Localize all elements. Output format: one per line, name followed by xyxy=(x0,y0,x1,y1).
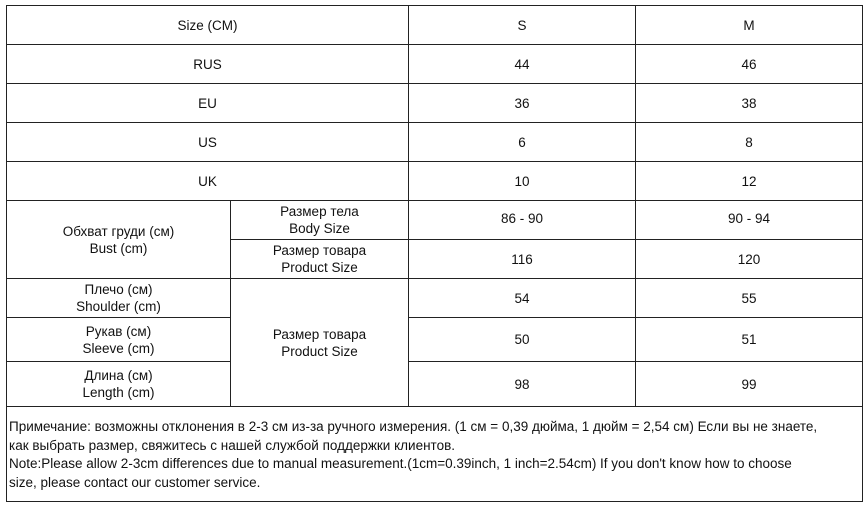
shoulder-label xyxy=(7,279,231,318)
table-cell: 38 xyxy=(636,84,863,123)
length-label-en: Length (cm) xyxy=(82,385,155,400)
table-cell: 90 - 94 xyxy=(636,201,863,240)
table-cell: 86 - 90 xyxy=(409,201,636,240)
table-cell: 51 xyxy=(636,318,863,362)
bust-label xyxy=(7,201,231,279)
bust-label-en: Bust (cm) xyxy=(89,240,148,256)
table-row xyxy=(7,162,863,201)
table-cell: 46 xyxy=(636,45,863,84)
sleeve-label-ru: Рукав (см) xyxy=(85,323,152,339)
table-cell: 44 xyxy=(409,45,636,84)
table-cell: 6 xyxy=(409,123,636,162)
table-cell: 55 xyxy=(636,279,863,318)
body-size-label xyxy=(231,201,409,240)
note-en-line2: size, please contact our customer service. xyxy=(9,474,261,490)
region-label-us: US xyxy=(7,123,409,162)
product-size-label-ru: Размер товара xyxy=(272,243,367,258)
product-size-group-label-en: Product Size xyxy=(281,343,358,359)
product-size-label xyxy=(231,240,409,279)
table-row xyxy=(7,123,863,162)
table-row xyxy=(7,362,863,407)
size-table xyxy=(6,5,863,502)
table-cell: 8 xyxy=(636,123,863,162)
note xyxy=(7,407,863,502)
shoulder-label-ru: Плечо (см) xyxy=(84,282,153,297)
body-size-label-ru: Размер тела xyxy=(280,204,359,219)
header-row xyxy=(7,6,863,45)
table-cell: 50 xyxy=(409,318,636,362)
table-row xyxy=(7,279,863,318)
sleeve-label-en: Sleeve (cm) xyxy=(82,340,155,356)
size-header-m: M xyxy=(636,6,863,45)
size-header-s: S xyxy=(409,6,636,45)
table-cell: 116 xyxy=(409,240,636,279)
table-cell: 36 xyxy=(409,84,636,123)
table-cell: 98 xyxy=(409,362,636,407)
region-label-uk: UK xyxy=(7,162,409,201)
note-ru-line1: Примечание: возможны отклонения в 2-3 см из-за ручного измерения. (1 см = 0,39 дюйма, 1 дюйм = 2,54 см) Если вы не знаете, xyxy=(9,419,818,434)
product-size-label-en: Product Size xyxy=(281,260,358,275)
table-row xyxy=(7,45,863,84)
bust-label-ru: Обхват груди (см) xyxy=(62,223,175,239)
note-en-line1: Note:Please allow 2-3cm differences due to manual measurement.(1cm=0.39inch, 1 inch=2.54cm) If you don't know how to choose xyxy=(9,456,792,471)
table-cell: 10 xyxy=(409,162,636,201)
shoulder-label-en: Shoulder (cm) xyxy=(76,299,161,314)
header-label: Size (CM) xyxy=(7,6,409,45)
product-size-group-label-ru: Размер товара xyxy=(272,326,367,342)
table-row xyxy=(7,201,863,240)
table-row xyxy=(7,84,863,123)
table-cell: 54 xyxy=(409,279,636,318)
note-row xyxy=(7,407,863,502)
region-label-rus: RUS xyxy=(7,45,409,84)
table-cell: 12 xyxy=(636,162,863,201)
length-label-ru: Длина (см) xyxy=(84,368,153,383)
product-size-group-label xyxy=(231,279,409,407)
sleeve-label xyxy=(7,318,231,362)
table-row xyxy=(7,318,863,362)
body-size-label-en: Body Size xyxy=(289,221,350,236)
table-cell: 99 xyxy=(636,362,863,407)
table-cell: 120 xyxy=(636,240,863,279)
note-ru-line2: как выбрать размер, свяжитесь с нашей службой поддержки клиентов. xyxy=(9,437,456,453)
region-label-eu: EU xyxy=(7,84,409,123)
length-label xyxy=(7,362,231,407)
